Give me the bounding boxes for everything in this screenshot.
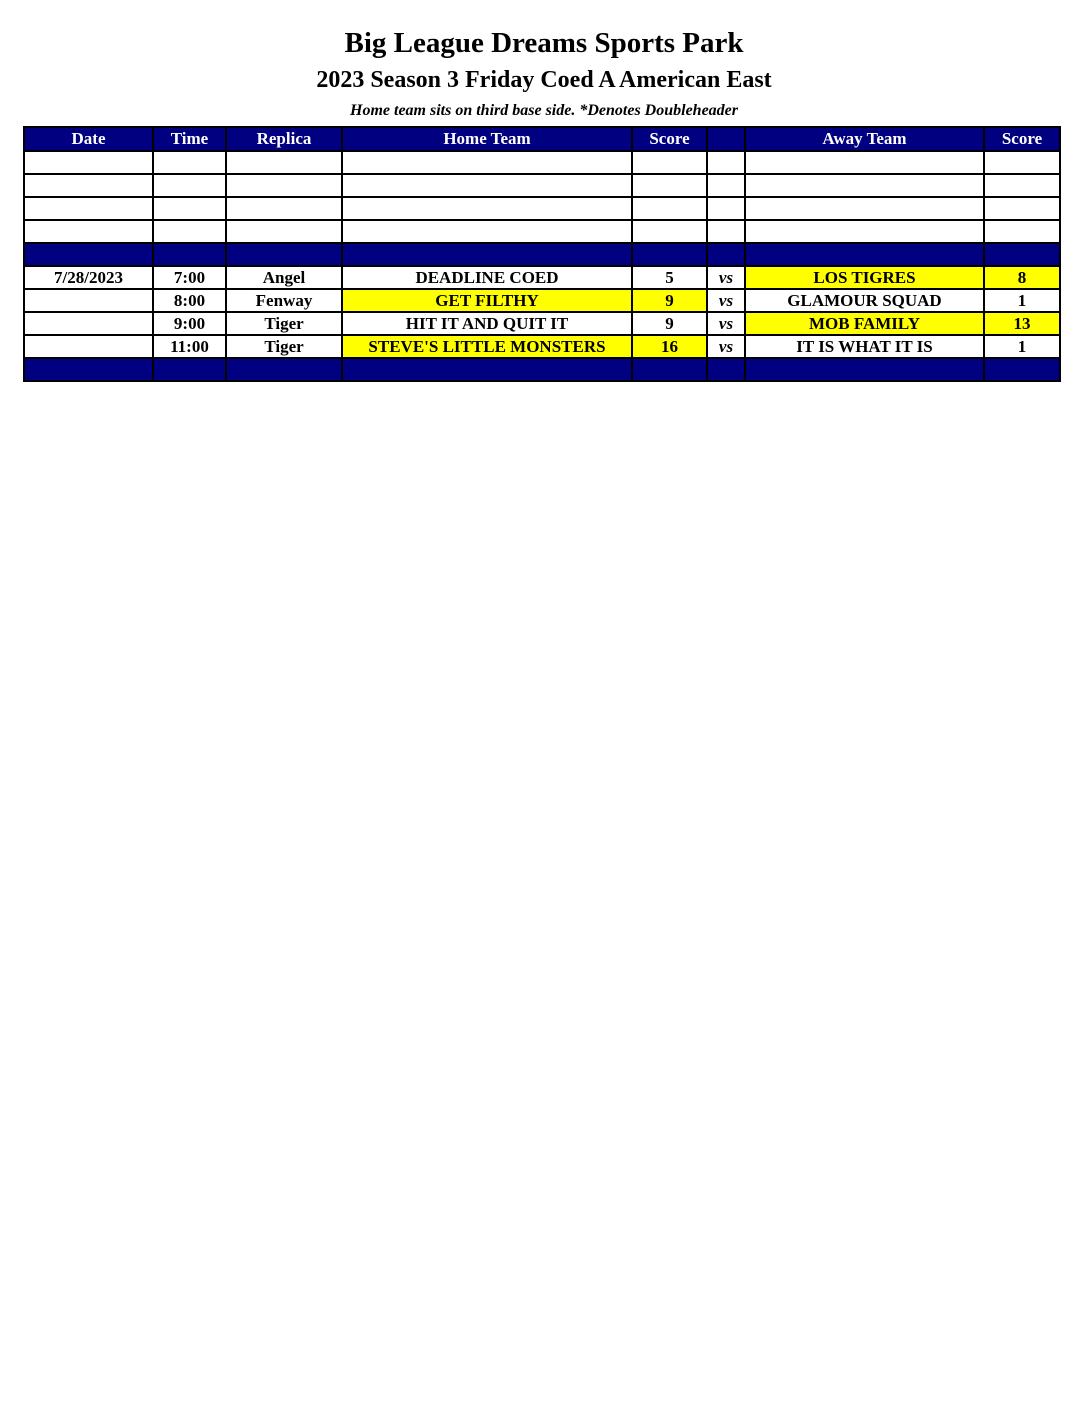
empty-cell (342, 197, 632, 220)
home-score: 9 (632, 289, 707, 312)
band-cell (632, 243, 707, 266)
table-header-row (24, 127, 1060, 151)
empty-cell (153, 151, 226, 174)
band-cell (632, 358, 707, 381)
game-time: 8:00 (153, 289, 226, 312)
home-team: GET FILTHY (342, 289, 632, 312)
game-row (24, 312, 1060, 335)
empty-cell (707, 174, 745, 197)
empty-cell (632, 151, 707, 174)
empty-row (24, 151, 1060, 174)
away-score: 8 (984, 266, 1060, 289)
away-team: MOB FAMILY (745, 312, 984, 335)
page-title: Big League Dreams Sports Park (344, 27, 744, 59)
game-date: 7/28/2023 (24, 266, 153, 289)
empty-cell (984, 220, 1060, 243)
empty-cell (745, 197, 984, 220)
empty-cell (745, 151, 984, 174)
separator-band (24, 358, 1060, 381)
empty-cell (632, 220, 707, 243)
band-cell (24, 358, 153, 381)
home-score: 5 (632, 266, 707, 289)
empty-cell (226, 151, 342, 174)
away-team: GLAMOUR SQUAD (745, 289, 984, 312)
schedule-table (23, 126, 1061, 382)
band-cell (984, 358, 1060, 381)
empty-cell (745, 174, 984, 197)
empty-cell (707, 220, 745, 243)
away-team: LOS TIGRES (745, 266, 984, 289)
game-time: 9:00 (153, 312, 226, 335)
vs-label: vs (707, 335, 745, 358)
home-team: HIT IT AND QUIT IT (342, 312, 632, 335)
band-cell (342, 358, 632, 381)
empty-cell (745, 220, 984, 243)
away-score: 1 (984, 289, 1060, 312)
column-header-home-team: Home Team (342, 127, 632, 151)
band-cell (707, 358, 745, 381)
empty-cell (24, 151, 153, 174)
band-cell (153, 358, 226, 381)
game-time: 7:00 (153, 266, 226, 289)
home-score: 9 (632, 312, 707, 335)
empty-cell (984, 197, 1060, 220)
home-team: DEADLINE COED (342, 266, 632, 289)
game-replica: Angel (226, 266, 342, 289)
band-cell (24, 243, 153, 266)
away-score: 1 (984, 335, 1060, 358)
empty-cell (632, 174, 707, 197)
home-team: STEVE'S LITTLE MONSTERS (342, 335, 632, 358)
separator-band (24, 243, 1060, 266)
empty-cell (342, 174, 632, 197)
vs-label: vs (707, 266, 745, 289)
empty-cell (226, 220, 342, 243)
game-date (24, 312, 153, 335)
empty-cell (226, 197, 342, 220)
page-subtitle: 2023 Season 3 Friday Coed A American East (316, 67, 772, 93)
away-score: 13 (984, 312, 1060, 335)
empty-cell (226, 174, 342, 197)
empty-cell (707, 151, 745, 174)
game-replica: Tiger (226, 312, 342, 335)
game-time: 11:00 (153, 335, 226, 358)
game-date (24, 289, 153, 312)
empty-cell (342, 220, 632, 243)
empty-cell (153, 197, 226, 220)
game-replica: Fenway (226, 289, 342, 312)
band-cell (745, 243, 984, 266)
empty-row (24, 197, 1060, 220)
column-header-replica: Replica (226, 127, 342, 151)
empty-cell (707, 197, 745, 220)
game-row (24, 335, 1060, 358)
game-date (24, 335, 153, 358)
column-header-away-team: Away Team (745, 127, 984, 151)
empty-cell (24, 174, 153, 197)
column-header-away-score: Score (984, 127, 1060, 151)
empty-cell (342, 151, 632, 174)
empty-cell (984, 151, 1060, 174)
column-header-home-score: Score (632, 127, 707, 151)
empty-cell (153, 174, 226, 197)
empty-cell (984, 174, 1060, 197)
home-score: 16 (632, 335, 707, 358)
empty-cell (153, 220, 226, 243)
game-row (24, 266, 1060, 289)
empty-cell (24, 220, 153, 243)
away-team: IT IS WHAT IT IS (745, 335, 984, 358)
band-cell (707, 243, 745, 266)
game-replica: Tiger (226, 335, 342, 358)
empty-cell (24, 197, 153, 220)
schedule-note: Home team sits on third base side. *Denotes Doubleheader (350, 102, 738, 119)
empty-row (24, 174, 1060, 197)
band-cell (226, 358, 342, 381)
empty-cell (632, 197, 707, 220)
game-row (24, 289, 1060, 312)
band-cell (342, 243, 632, 266)
empty-row (24, 220, 1060, 243)
vs-label: vs (707, 312, 745, 335)
column-header-time: Time (153, 127, 226, 151)
band-cell (153, 243, 226, 266)
band-cell (745, 358, 984, 381)
band-cell (226, 243, 342, 266)
band-cell (984, 243, 1060, 266)
column-header-date: Date (24, 127, 153, 151)
column-header-vs (707, 127, 745, 151)
vs-label: vs (707, 289, 745, 312)
